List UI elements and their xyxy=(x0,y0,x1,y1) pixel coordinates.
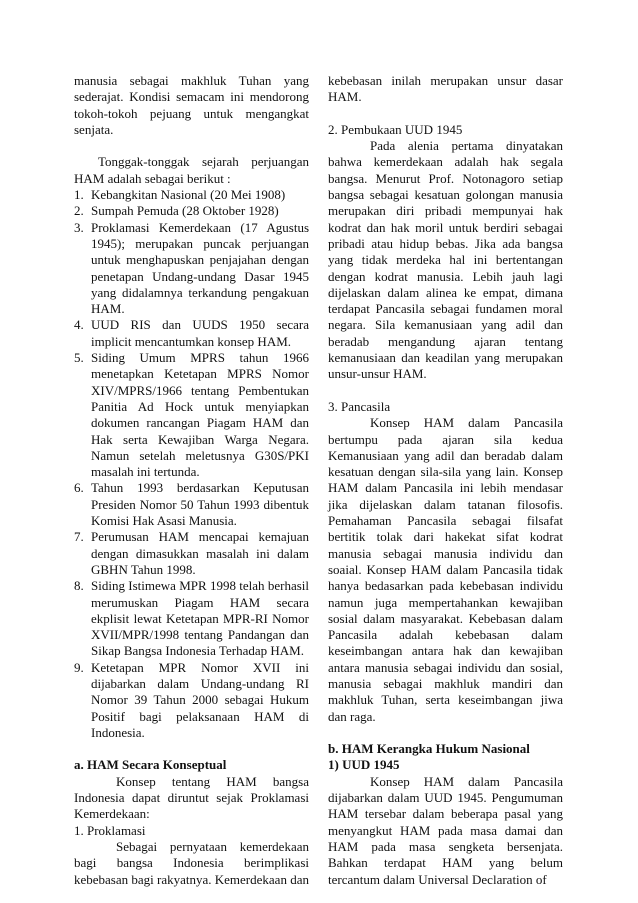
paragraph: Sebagai pernyataan kemerdekaan bagi bangsa Indonesia berimplikasi kebebasan bagi rakyatnya. Kemerdekaan dan xyxy=(74,838,309,887)
list-number: 1. xyxy=(74,187,84,203)
list-item xyxy=(74,480,309,529)
list-text: Sumpah Pemuda (28 Oktober 1928) xyxy=(91,203,279,219)
left-column xyxy=(74,73,309,888)
spacer xyxy=(74,138,309,154)
list-item xyxy=(74,350,309,480)
list-number: 3. xyxy=(74,219,84,235)
list-item xyxy=(74,317,309,350)
subsection-heading: 1) UUD 1945 xyxy=(328,757,400,773)
list-text: Tahun 1993 berdasarkan Keputusan Presiden Nomor 50 Tahun 1993 dibentuk Komisi Hak Asasi Manusia. xyxy=(91,480,309,529)
list-text: Siding Umum MPRS tahun 1966 menetapkan Ketetapan MPRS Nomor XIV/MPRS/1966 tentang Pembentukan Panitia Ad Hock untuk menyiapkan dokumen rancangan Piagam HAM dan Hak serta Kewajiban Warga Negara. Namun setelah meletusnya G30S/PKI masalah ini tertunda. xyxy=(91,350,309,480)
list-item xyxy=(74,220,309,318)
list-text: UUD RIS dan UUDS 1950 secara implicit mencantumkan konsep HAM. xyxy=(91,317,309,349)
list-number: 9. xyxy=(74,659,84,675)
section-heading: a. HAM Secara Konseptual xyxy=(74,757,227,773)
list-number: 8. xyxy=(74,578,84,594)
list-item xyxy=(74,529,309,578)
list-item xyxy=(74,187,309,203)
spacer xyxy=(328,725,563,741)
list-text: Ketetapan MPR Nomor XVII ini dijabarkan dalam Undang-undang RI Nomor 39 Tahun 2000 sebagai Hukum Positif bagi pelaksanaan HAM di Indonesia. xyxy=(91,659,309,740)
list-item xyxy=(74,203,309,219)
paragraph: Konsep tentang HAM bangsa Indonesia dapat diruntut sejak Proklamasi Kemerdekaan: xyxy=(74,773,309,822)
list-text: Kebangkitan Nasional (20 Mei 1908) xyxy=(91,187,286,203)
paragraph: Konsep HAM dalam Pancasila bertumpu pada ajaran sila kedua Kemanusiaan yang adil dan beradab dalam kesatuan dengan sila-sila yang lain. Konsep HAM dalam Pancasila ini lebih mendasar jika dijelaskan dalam tatanan filosofis. Pemahaman Pancasila sebagai filsafat bertitik tolak dari hakekat sifat kodrat manusia sebagai manusia individu dan soaial. Konsep HAM dalam Pancasila tidak hanya bedasarkan pada kebebasan individu namun juga mempertahankan kewajiban sosial dalam masyarakat. Kebebasan dalam Pancasila adalah kebebasan dalam keseimbangan antara hak dan kewajiban antara manusia sebagai individu dan sosial, manusia sebagai makhluk mandiri dan makhluk Tuhan, serta keseimbangan jiwa dan raga. xyxy=(328,415,563,724)
list-text: Proklamasi Kemerdekaan (17 Agustus 1945); merupakan puncak perjuangan untuk menghapuskan penjajahan dengan penetapan Undang-undang Dasar 1945 yang didalamnya terkandung pengakuan HAM. xyxy=(91,219,309,317)
paragraph: Tonggak-tonggak sejarah perjuangan HAM adalah sebagai berikut : xyxy=(74,154,309,186)
list-number: 2. xyxy=(74,203,84,219)
paragraph: Pada alenia pertama dinyatakan bahwa kemerdekaan adalah hak segala bangsa. Menurut Prof. Notonagoro setiap bangsa sebagai kesatuan golongan manusia merupakan diri pribadi mempunyai hak kodrat dan hak moril untuk berdiri sebagai pribadi atau hidup bebas. Jika ada bangsa yang tidak merdeka hal ini bertentangan dengan kodrat manusia. Lebih jauh lagi dijelaskan dalam alinea ke empat, dimana terdapat Pancasila sebagai fundamen moral negara. Sila kemanusiaan yang adil dan beradab mengandung ajaran tentang kemanusiaan dan keadilan yang merupakan unsur-unsur HAM. xyxy=(328,138,563,382)
list-number: 7. xyxy=(74,529,84,545)
subsection-heading: 3. Pancasila xyxy=(328,398,391,414)
right-column xyxy=(328,73,563,888)
list-number: 4. xyxy=(74,317,84,333)
subsection-heading: 1. Proklamasi xyxy=(74,822,146,838)
paragraph: Konsep HAM dalam Pancasila dijabarkan dalam UUD 1945. Pengumuman HAM tersebar dalam beberapa pasal yang menyangkut HAM pada masa damai dan HAM pada masa sengketa bersenjata. Bahkan terdapat HAM yang belum tercantum dalam Universal Declaration of xyxy=(328,773,563,887)
list-item xyxy=(74,660,309,741)
list-item xyxy=(74,578,309,659)
list-number: 6. xyxy=(74,480,84,496)
list-text: Perumusan HAM mencapai kemajuan dengan dimasukkan masalah ini dalam GBHN Tahun 1998. xyxy=(91,529,309,577)
paragraph: kebebasan inilah merupakan unsur dasar HAM. xyxy=(328,73,563,105)
spacer xyxy=(328,383,563,399)
list-number: 5. xyxy=(74,350,84,366)
spacer xyxy=(74,741,309,757)
subsection-heading: 2. Pembukaan UUD 1945 xyxy=(328,121,463,137)
section-heading: b. HAM Kerangka Hukum Nasional xyxy=(328,741,530,757)
milestone-list xyxy=(74,187,309,741)
paragraph: manusia sebagai makhluk Tuhan yang sederajat. Kondisi semacam ini mendorong tokoh-tokoh pejuang untuk mengangkat senjata. xyxy=(74,73,309,137)
list-text: Siding Istimewa MPR 1998 telah berhasil merumuskan Piagam HAM secara ekplisit lewat Ketetapan MPR-RI Nomor XVII/MPR/1998 tentang Pandangan dan Sikap Bangsa Indonesia Terhadap HAM. xyxy=(91,578,309,659)
spacer xyxy=(328,106,563,122)
